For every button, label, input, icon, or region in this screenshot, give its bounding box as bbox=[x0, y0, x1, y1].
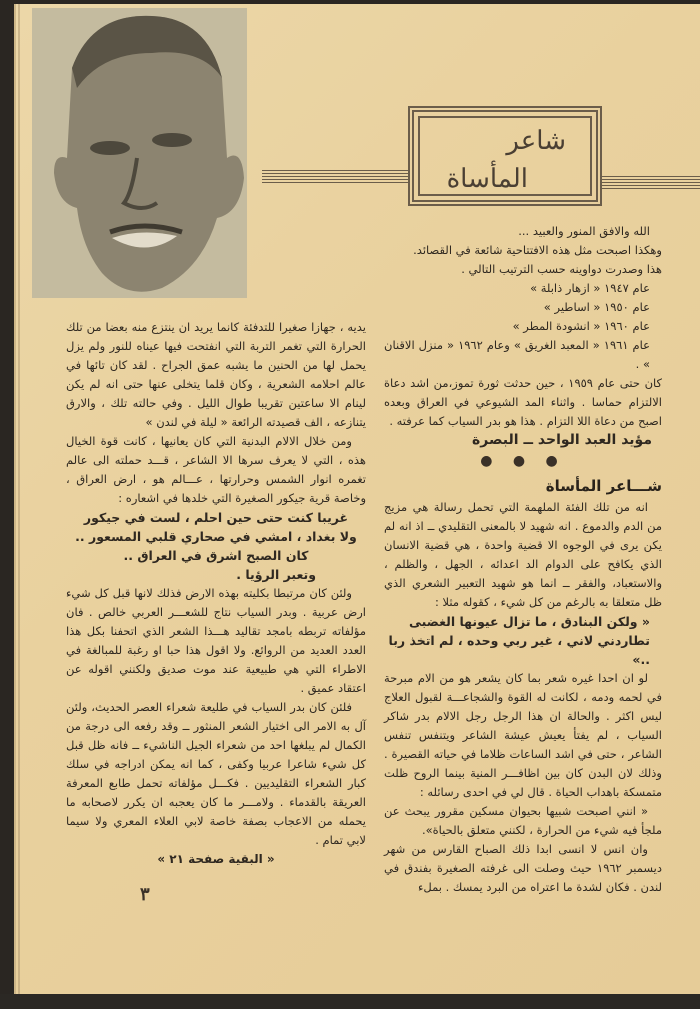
portrait-image-icon bbox=[32, 8, 247, 298]
quote-line: « ولكن البنادق ، ما تزال عيونها الغضبى bbox=[409, 614, 650, 629]
portrait-photo bbox=[32, 8, 247, 298]
author-signature: مؤيد العبد الواحد ــ البصرة bbox=[472, 432, 652, 448]
body-paragraph: يديه ، جهازا صغيرا للتدفئة كانما يريد ان ينتزع منه بعضا من تلك الحرارة التي تغمر التربة التي انفتحت فيها عيناه للنور ولم يزل يحمل لها من الحنين ما يشبه عمق الجراح . لقد كان تائها في عالم احلامه الشعرية ، وكان قلما يتخلى عنها حتى انه لم يكن لينام الا ساعتين تقريبا طوال الليل . وفي حالته تلك ، والارق يتنازعه ، الف قصيدته الرائعة « ليلة في لندن » bbox=[66, 320, 366, 429]
title-line-2: المأساة bbox=[446, 164, 528, 194]
work-item: عام ١٩٦١ « المعبد الغريق » وعام ١٩٦٢ « منزل الاقنان » . bbox=[384, 338, 650, 371]
scan-border bbox=[0, 994, 700, 1009]
intro-line: الله والافق المنور والعبيد ... bbox=[518, 224, 650, 238]
left-column bbox=[66, 318, 366, 869]
right-column bbox=[384, 222, 662, 897]
intro-line: وهكذا اصبحت مثل هذه الافتتاحية شائعة في القصائد. bbox=[413, 243, 662, 257]
title-rule-right bbox=[602, 176, 700, 190]
poem-line: كان الصبح اشرق في العراق .. bbox=[123, 548, 309, 563]
poem-line: غريبا كنت حتى حين احلم ، لست في جيكور bbox=[83, 510, 349, 525]
work-item: عام ١٩٤٧ « ازهار ذابلة » bbox=[530, 281, 650, 295]
body-paragraph: كان حتى عام ١٩٥٩ ، حين حدثت ثورة تموز،من اشد دعاة الالتزام حماسا . واثناء المد الشيوعي في العراق وبعده اصبح من دعاة اللا التزام . هذا هو بدر السياب كما عرفته . bbox=[384, 376, 662, 428]
body-paragraph: وان انس لا انسى ابدا ذلك الصباح القارس من شهر ديسمبر ١٩٦٢ حيث وصلت الى غرفته الصغيرة بفندق في لندن . فكان لشدة ما اعتراه من البرد يمسك . بملء bbox=[384, 842, 662, 894]
section-heading: شـــاعر المأساة bbox=[545, 477, 662, 495]
intro-line: هذا وصدرت دواوينه حسب الترتيب التالي . bbox=[461, 262, 662, 276]
poem-line: وتعبر الرؤيا . bbox=[236, 567, 316, 582]
body-paragraph: فلئن كان بدر السياب في طليعة شعراء العصر الحديث، ولئن آل به الامر الى اختيار الشعر المنثور ــ وقد رفعه الى درجة من الكمال لم يبلغها احد من شعراء الجيل الناشيء ــ فانه ظل قبل كل شيء شاعرا عربيا وكفى ، كما انه يمكن ادراجه في سلك كبار الشعراء التقليديين . فكـــل مؤلفاته تحمل طابع المعرفة العريقة بالقدماء . ولامـــر ما كان يعجبه ان يكرر لاصحابه ما يحمله من الاعجاب بصفة خاصة لابي العلاء المعري ولا سيما لابي تمام . bbox=[66, 700, 366, 847]
title-rule-left bbox=[262, 170, 408, 184]
letter-quote: « انني اصبحت شبيها بحيوان مسكين مقرور يبحث عن ملجأ فيه شيء من الحرارة ، لكنني متعلق بالحياة». bbox=[384, 804, 662, 837]
poem-line: ولا بغداد ، امشي في صحاري قلبي المسعور .. bbox=[75, 529, 357, 544]
page-number: ٣ bbox=[140, 884, 150, 905]
section-divider-dots: ● ● ● bbox=[480, 453, 566, 469]
article-title-box bbox=[408, 106, 602, 206]
body-paragraph: لو ان احدا غيره شعر بما كان يشعر هو من الام مبرحة في لحمه ودمه ، لكانت له القوة والشجاعـــة لقبول العلاج ليس اكثر . والحالة ان هذا الرجل رجل الالام بدر شاكر السياب ، لم يفتأ يعيش عيشة الشاعر ويتنفس تنفس الشاعر ، حتى في اشد الساعات ظلاما في حياته القصيرة . وذلك لان البدن كان بين اظافـــر المنية بينما الروح ظلت متمسكة باهداب الحياة . قال لي في احدى رسائله : bbox=[384, 671, 662, 799]
work-item: عام ١٩٥٠ « اساطير » bbox=[543, 300, 650, 314]
body-paragraph: ومن خلال الالام البدنية التي كان يعانيها ، كانت قوة الخيال هذه ، التي لا يعرف سرها الا الشاعر ، قـــد حملته الى عالم تغمره انوار الشمس وحرارتها ، عـــالم هو ، ارض العراق ، وخاصة قرية جيكور الصغيرة التي خلدها في اشعاره : bbox=[66, 434, 366, 505]
body-paragraph: انه من تلك الفئة الملهمة التي تحمل رسالة هي مزيج من الدم والدموع . انه شهيد لا بالمعنى التقليدي ــ اذ انه لم يكن يرى في الوجوه الا قضية واحدة ، هي قضية الانسان الذي يكافح على الدوام الد اعدائه ، الجهل ، والظلم ، والاستعباد، والفقر ــ انما هو شهيد التعبير الشعري الذي ظل متعلقا به بالرغم من كل شيء ، كقوله مثلا : bbox=[384, 500, 662, 609]
quote-line: تطاردني لاني ، غير ربي وحده ، لم اتخذ ربا ..» bbox=[388, 633, 650, 667]
body-paragraph: ولئن كان مرتبطا بكليته بهذه الارض فذلك لانها قبل كل شيء ارض عربية . وبدر السياب نتاج للشعـــر العربي خالص . فان مؤلفاته تربطه بامجد تقاليد هـــذا الشعر الذي اتحفنا بكل هذا العدد العديد من الروائع. ولا اقول هذا حبا او رغبة للمبالغة في الاطراء التي هي طبيعية عند موت صديق ولكنني اقوله عن اعتقاد عميق . bbox=[66, 586, 366, 695]
title-line-1: شاعر bbox=[506, 126, 566, 156]
work-item: عام ١٩٦٠ « انشودة المطر » bbox=[512, 319, 650, 333]
continued-note: « البقية صفحة ٢١ » bbox=[157, 852, 275, 866]
binding-edge bbox=[18, 4, 20, 994]
